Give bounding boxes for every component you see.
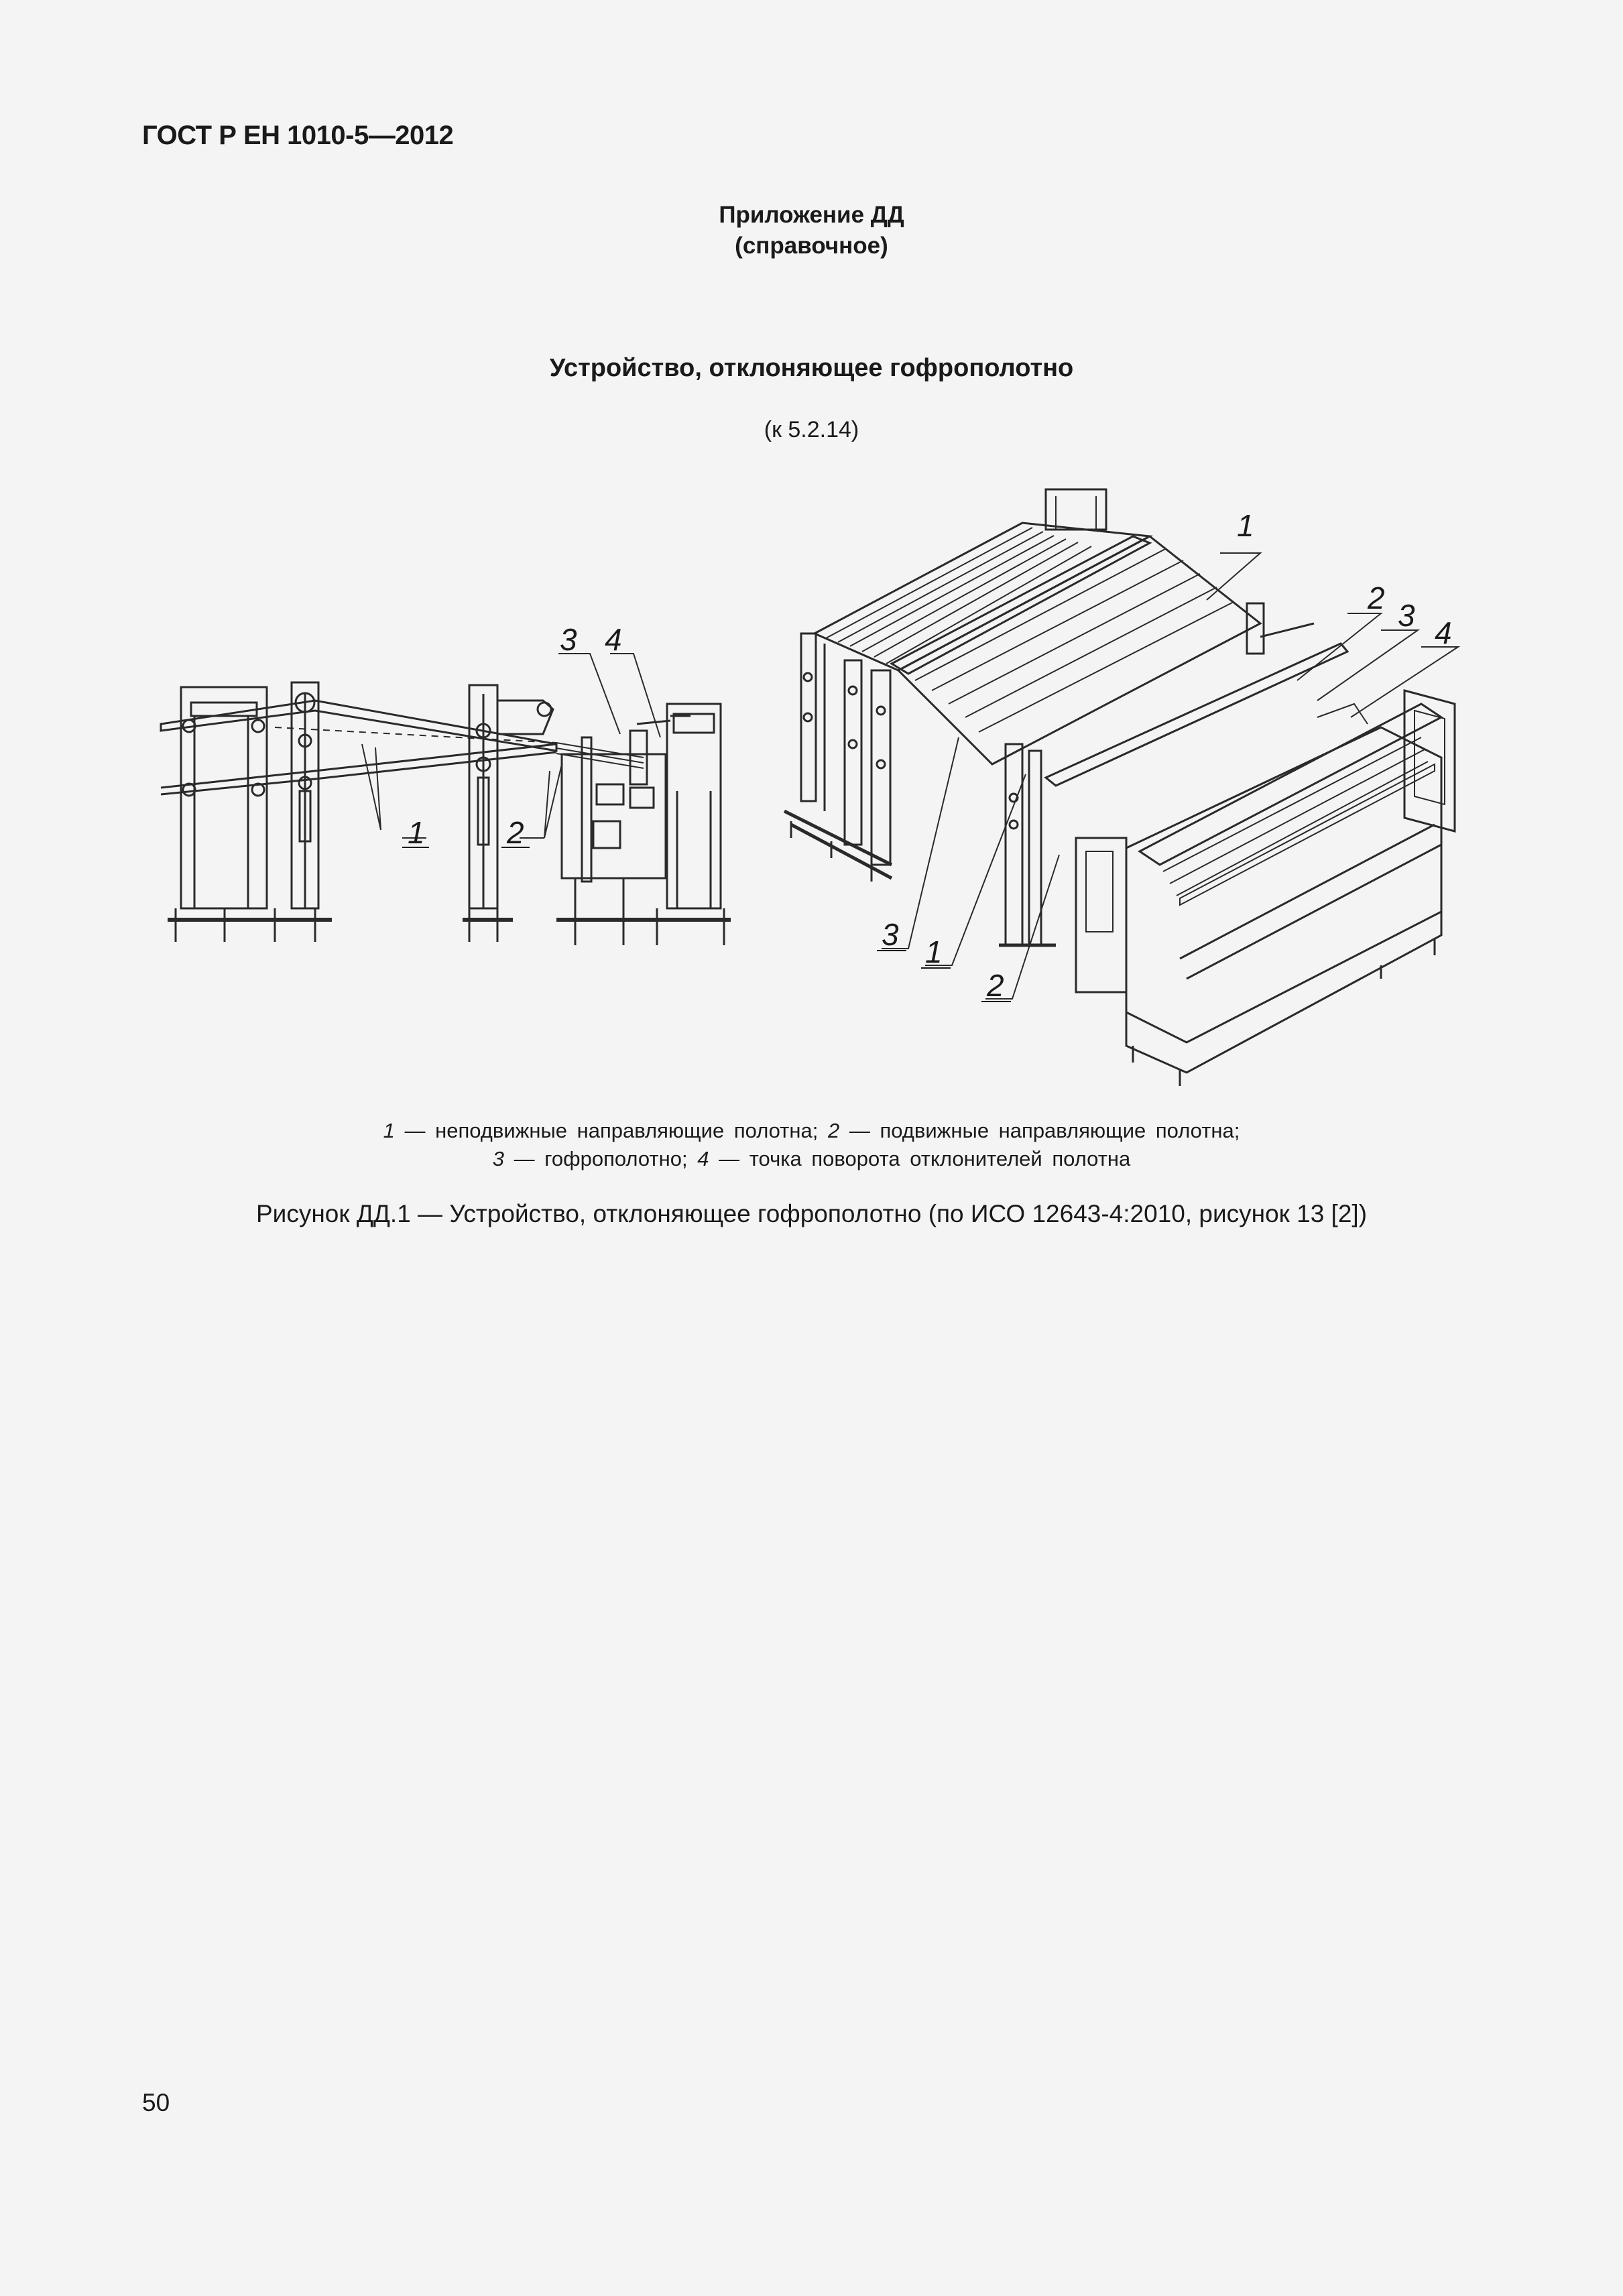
legend-number: 4 <box>697 1147 709 1170</box>
legend-line <box>0 1145 1623 1173</box>
callout-label: 3 <box>1398 598 1415 633</box>
isometric-view-drawing <box>784 489 1458 1086</box>
figure-legend <box>0 1117 1623 1173</box>
side-view-drawing <box>161 654 731 945</box>
legend-text: — подвижные направляющие полотна; <box>839 1119 1240 1142</box>
legend-line <box>0 1117 1623 1145</box>
annex-heading <box>0 200 1623 261</box>
document-header: ГОСТ Р ЕН 1010-5—2012 <box>142 121 454 150</box>
legend-text: — неподвижные направляющие полотна; <box>394 1119 828 1142</box>
callout-label: 2 <box>507 815 524 850</box>
callout-label: 1 <box>408 815 425 850</box>
callout-label: 2 <box>987 968 1004 1003</box>
legend-number: 2 <box>827 1119 840 1142</box>
page-number: 50 <box>142 2089 170 2116</box>
figure-caption: Рисунок ДД.1 — Устройство, отклоняющее гофрополотно (по ИСО 12643-4:2010, рисунок 13 [2]) <box>255 1200 1368 1227</box>
legend-number: 1 <box>383 1119 395 1142</box>
callout-label: 1 <box>1237 508 1254 543</box>
annex-title: Приложение ДД <box>719 202 904 228</box>
callout-label: 1 <box>925 934 943 969</box>
section-title: Устройство, отклоняющее гофрополотно <box>549 354 1074 382</box>
callout-label: 2 <box>1368 581 1385 615</box>
annex-status: (справочное) <box>735 233 888 259</box>
legend-text: — точка поворота отклонителей полотна <box>709 1147 1131 1170</box>
callout-label: 3 <box>560 622 577 657</box>
callout-label: 3 <box>882 917 899 952</box>
callout-label: 4 <box>605 622 622 657</box>
callout-label: 4 <box>1435 615 1452 650</box>
section-reference: (к 5.2.14) <box>764 417 859 442</box>
legend-number: 3 <box>492 1147 504 1170</box>
figure-drawing <box>134 469 1475 1093</box>
legend-text: — гофрополотно; <box>504 1147 698 1170</box>
